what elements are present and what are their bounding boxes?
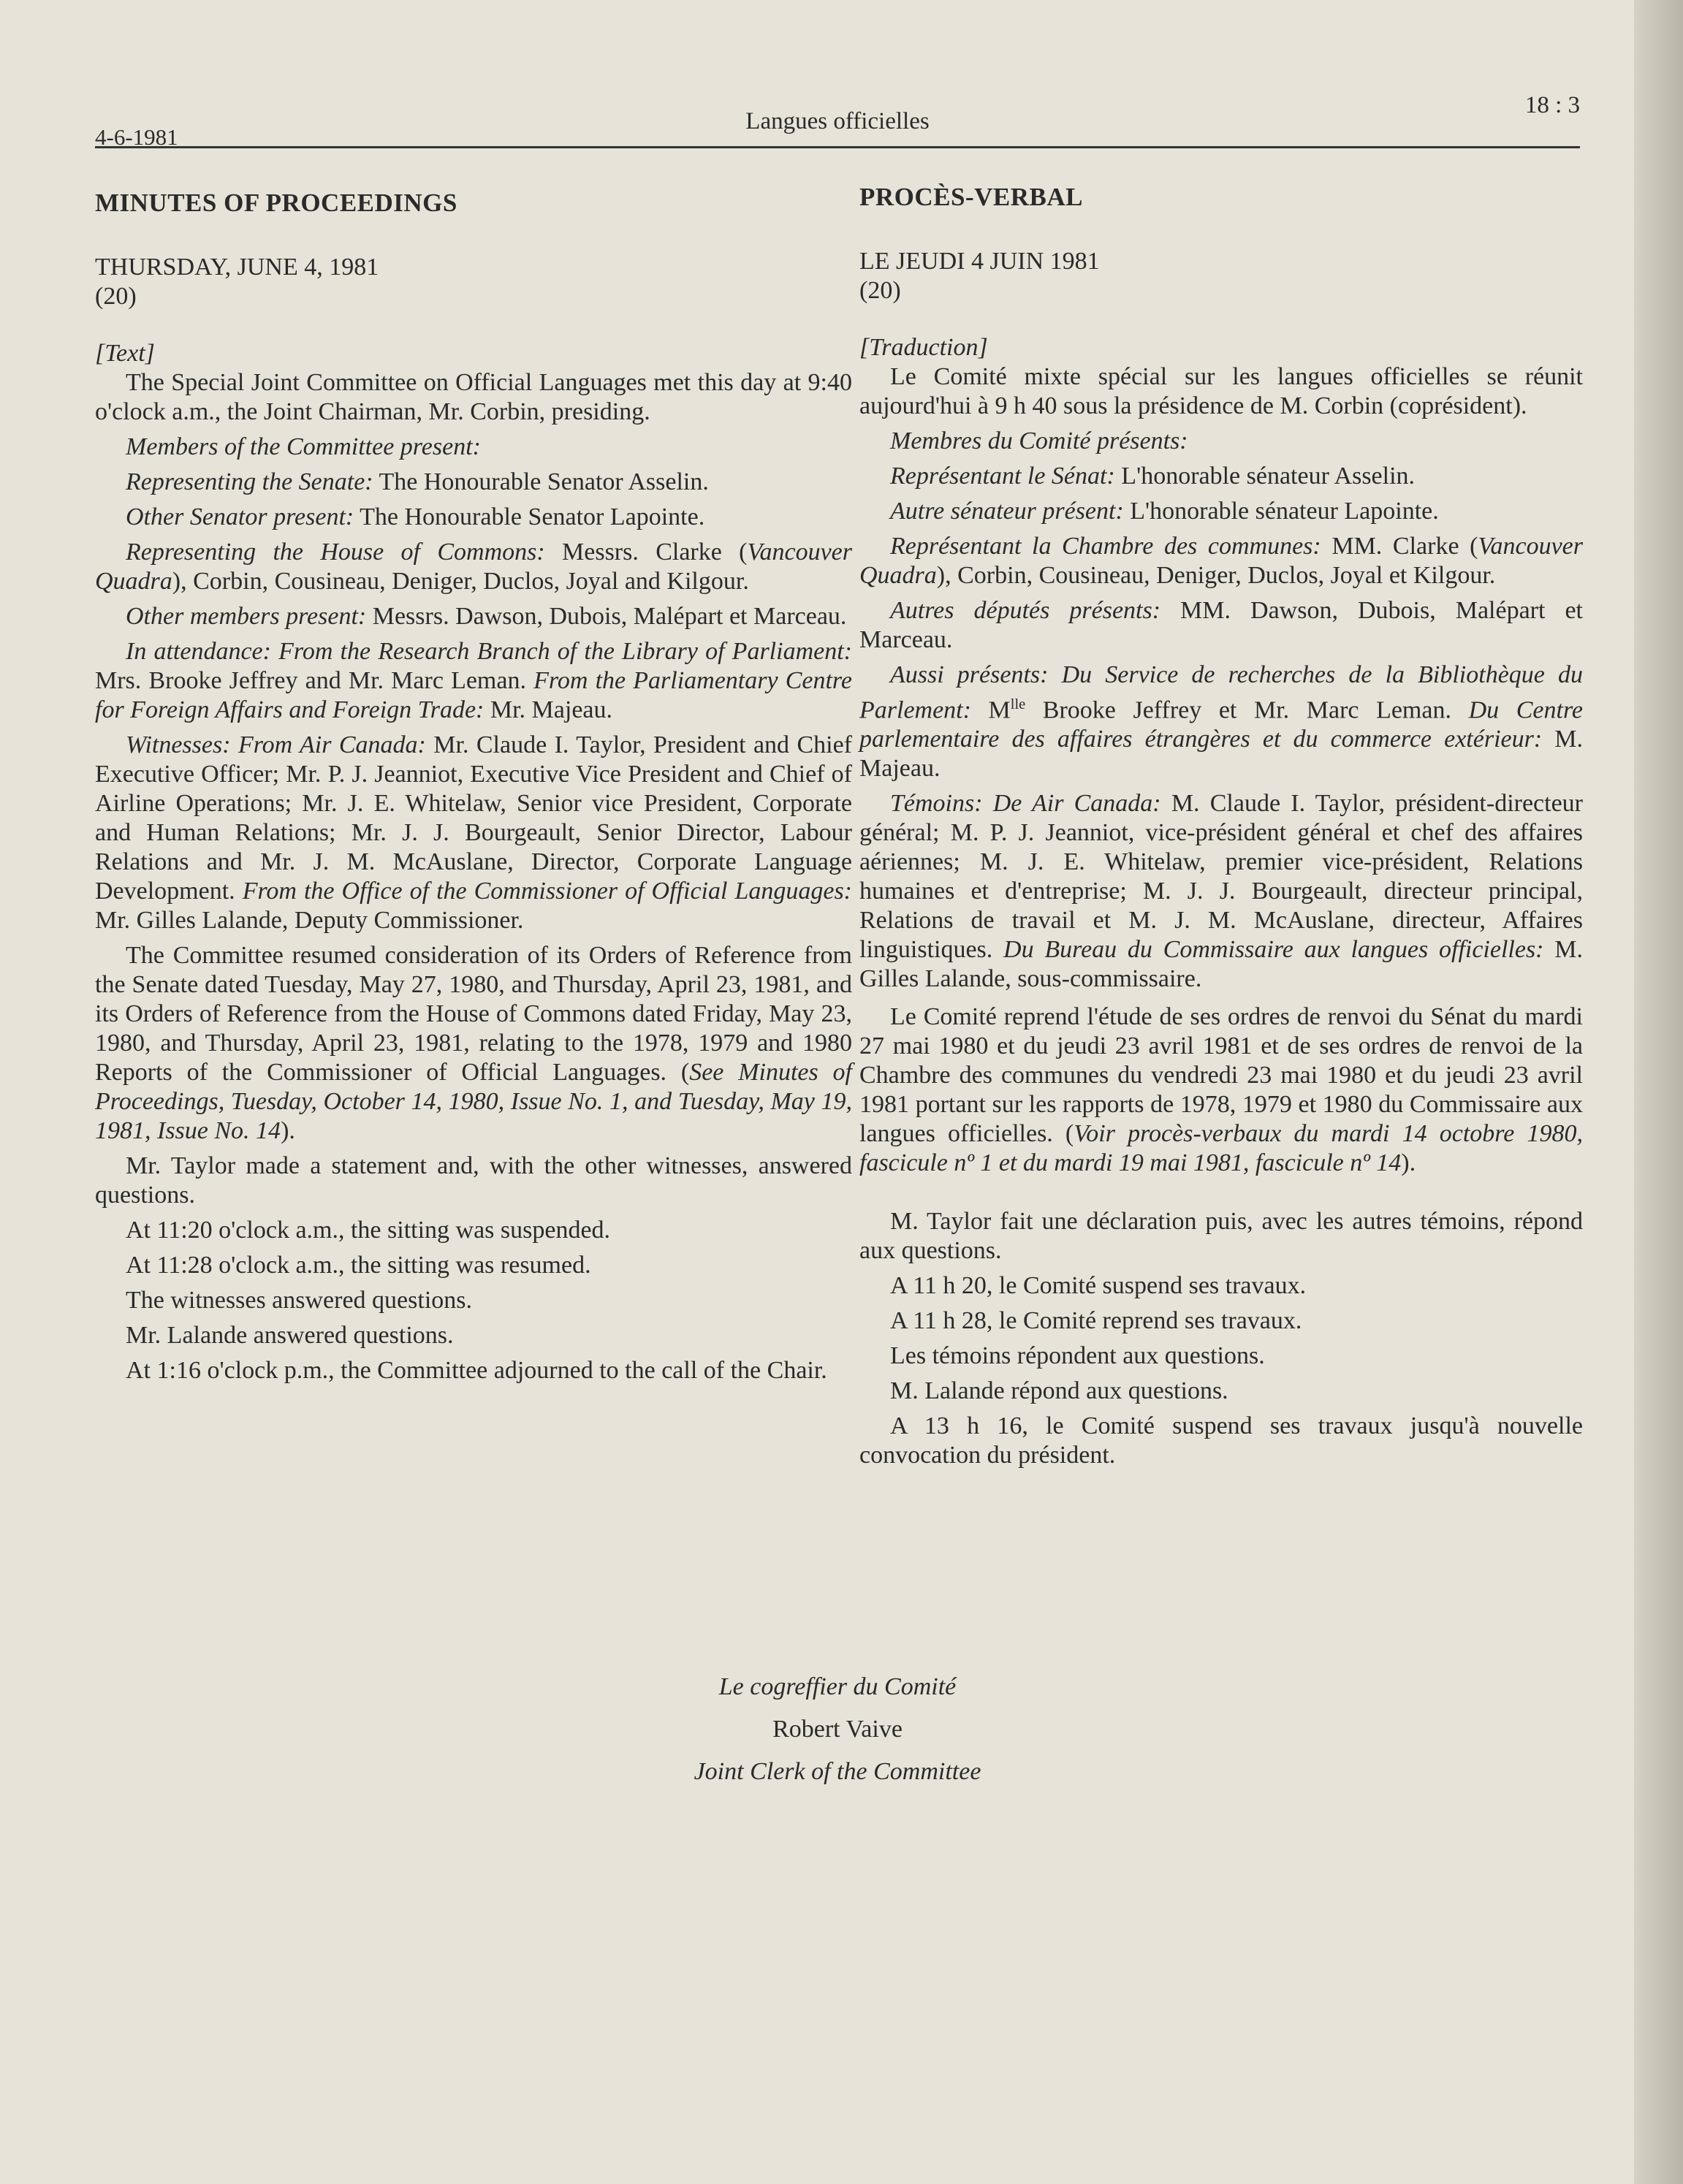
french-witnesses-answered: Les témoins répondent aux questions. — [890, 1342, 1265, 1370]
english-other-members-text: Messrs. Dawson, Dubois, Malépart et Marceau. — [366, 603, 847, 630]
french-members-label: Membres du Comité présents: — [890, 427, 1188, 454]
page-edge — [1634, 0, 1683, 2184]
english-commons-riding: Vancouver Quadra — [95, 539, 852, 595]
header-title: Langues officielles — [745, 108, 930, 134]
english-attendance-text-1: Mrs. Brooke Jeffrey and Mr. Marc Leman. — [95, 667, 534, 694]
english-resumed-reference: See Minutes of Proceedings, Tuesday, October 14, 1980, Issue No. 1, and Tuesday, May 19, 1981, Issue No. 14 — [95, 1059, 852, 1144]
english-attendance-line — [95, 637, 852, 725]
english-attendance-label-2: From the Parliamentary Centre for Foreign Affairs and Foreign Trade: — [95, 667, 852, 723]
english-other-senator-line — [95, 503, 852, 532]
signature-name: Robert Vaive — [772, 1716, 903, 1743]
french-witnesses-text: M. Claude I. Taylor, président-directeur général; M. P. J. Jeanniot, vice-président général et chef des affaires aériennes; M. J. E. Whitelaw, premier vice-président, Relations humaines et d'entreprise; M. J. J. Bourgeault, directeur principal, Relations de travail et M. J. M. McAuslane, directeur, Affaires linguistiques. — [859, 790, 1583, 964]
english-commons-text-2: ), Corbin, Cousineau, Deniger, Duclos, Joyal and Kilgour. — [172, 568, 749, 595]
header-page-number: 18 : 3 — [1524, 92, 1580, 118]
french-resumed-paragraph — [859, 1002, 1583, 1178]
english-witnesses-answered: The witnesses answered questions. — [126, 1287, 473, 1314]
french-column — [859, 183, 1583, 1470]
french-resumed-text: Le Comité reprend l'étude de ses ordres de renvoi du Sénat du mardi 27 mai 1980 et du jeudi 23 avril 1981 et de ses ordres de renvoi de la Chambre des communes du vendredi 23 mai 1980 et du jeudi 23 avril 1981 portant sur les rapports de 1978, 1979 et 1980 du Commissaire aux langues officielles. ( — [859, 1003, 1583, 1148]
french-witnesses-line — [859, 789, 1583, 994]
french-commons-riding: Vancouver Quadra — [859, 533, 1583, 589]
french-adjourned: A 13 h 16, le Comité suspend ses travaux jusqu'à nouvelle convocation du président. — [859, 1412, 1583, 1469]
french-date-line: LE JEUDI 4 JUIN 1981 — [859, 248, 1100, 275]
french-witnesses-label-2: Du Bureau du Commissaire aux langues officielles: — [1003, 936, 1544, 964]
english-text-tag: [Text] — [95, 340, 155, 367]
french-other-members-line — [859, 596, 1583, 655]
french-sitting-number: (20) — [859, 277, 901, 304]
french-resumed-reference: Voir procès-verbaux du mardi 14 octobre 1980, fascicule nº 1 et du mardi 19 mai 1981, fascicule nº 14 — [859, 1120, 1583, 1177]
english-adjourned: At 1:16 o'clock p.m., the Committee adjourned to the call of the Chair. — [126, 1357, 827, 1384]
english-resumed-end: ). — [281, 1117, 295, 1144]
french-lalande: M. Lalande répond aux questions. — [890, 1377, 1228, 1405]
french-commons-label: Représentant la Chambre des communes: — [890, 533, 1321, 560]
french-statement: M. Taylor fait une déclaration puis, avec les autres témoins, répond aux questions. — [859, 1208, 1583, 1265]
english-suspended: At 11:20 o'clock a.m., the sitting was suspended. — [126, 1217, 611, 1244]
english-commons-line — [95, 538, 852, 596]
english-lalande: Mr. Lalande answered questions. — [126, 1322, 454, 1349]
french-other-senator-text: L'honorable sénateur Lapointe. — [1123, 498, 1439, 525]
french-suspended: A 11 h 20, le Comité suspend ses travaux. — [890, 1272, 1307, 1300]
english-witnesses-text: Mr. Claude I. Taylor, President and Chief Executive Officer; Mr. P. J. Jeanniot, Executive Vice President and Chief of Airline Operations; Mr. J. E. Whitelaw, Senior vice President, Corporate and Human Relations; Mr. J. J. Bourgeault, Senior Director, Labour Relations and Mr. J. M. McAuslane, Director, Corporate Language Development. — [95, 731, 852, 905]
english-witnesses-line — [95, 731, 852, 935]
english-senate-text: The Honourable Senator Asselin. — [373, 468, 709, 495]
english-attendance-label: In attendance: From the Research Branch of the Library of Parliament: — [126, 638, 852, 665]
english-witnesses-text-2: Mr. Gilles Lalande, Deputy Commissioner. — [95, 907, 524, 934]
french-opening-paragraph: Le Comité mixte spécial sur les langues officielles se réunit aujourd'hui à 9 h 40 sous la présidence de M. Corbin (coprésident). — [859, 363, 1583, 419]
french-attendance-text-2: M. Majeau. — [859, 726, 1583, 783]
french-other-senator-line — [859, 497, 1583, 526]
french-attendance-label-2: Du Centre parlementaire des affaires étrangères et du commerce extérieur: — [859, 696, 1584, 753]
french-witnesses-text-2: M. Gilles Lalande, sous-commissaire. — [859, 936, 1583, 993]
english-witnesses-label: Witnesses: From Air Canada: — [126, 731, 426, 758]
english-resumed: At 11:28 o'clock a.m., the sitting was resumed. — [126, 1252, 591, 1279]
english-witnesses-label-2: From the Office of the Commissioner of Official Languages: — [242, 878, 852, 905]
french-attendance-text-1a: M — [970, 696, 1011, 724]
english-attendance-text-2: Mr. Majeau. — [484, 696, 613, 723]
signature-block — [95, 1666, 1580, 1793]
french-text-tag: [Traduction] — [859, 334, 988, 361]
english-statement: Mr. Taylor made a statement and, with the other witnesses, answered questions. — [95, 1152, 852, 1209]
french-other-members-label: Autres députés présents: — [890, 597, 1161, 624]
french-other-senator-label: Autre sénateur présent: — [890, 498, 1124, 525]
english-other-senator-label: Other Senator present: — [126, 503, 354, 530]
english-senate-label: Representing the Senate: — [126, 468, 373, 495]
english-senate-line — [95, 468, 852, 497]
header-rule — [95, 146, 1580, 148]
english-column — [95, 183, 852, 1385]
french-attendance-superscript: lle — [1010, 696, 1026, 712]
french-heading: PROCÈS-VERBAL — [859, 183, 1083, 211]
english-members-label: Members of the Committee present: — [126, 433, 481, 460]
french-commons-line — [859, 532, 1583, 590]
french-attendance-label: Aussi présents: Du Service de recherches de la Bibliothèque du Parlement: — [859, 661, 1583, 724]
english-other-senator-text: The Honourable Senator Lapointe. — [354, 503, 705, 530]
french-senate-text: L'honorable sénateur Asselin. — [1114, 463, 1416, 490]
french-attendance-line — [859, 661, 1583, 783]
english-commons-text-1: Messrs. Clarke ( — [544, 539, 748, 566]
french-senate-line — [859, 462, 1583, 491]
header-date: 4-6-1981 — [95, 124, 178, 150]
french-other-members-text: MM. Dawson, Dubois, Malépart et Marceau. — [859, 597, 1583, 653]
french-resumed: A 11 h 28, le Comité reprend ses travaux. — [890, 1307, 1302, 1335]
english-other-members-line — [95, 602, 852, 631]
french-witnesses-label: Témoins: De Air Canada: — [890, 790, 1161, 818]
french-commons-text-1: MM. Clarke ( — [1321, 533, 1478, 560]
english-resumed-paragraph — [95, 941, 852, 1146]
signature-english-title: Joint Clerk of the Committee — [694, 1758, 981, 1785]
french-attendance-text-1b: Brooke Jeffrey et Mr. Marc Leman. — [1025, 696, 1469, 724]
english-resumed-text: The Committee resumed consideration of its Orders of Reference from the Senate dated Tuesday, May 27, 1980, and Thursday, April 23, 1981, and its Orders of Reference from the House of Commons dated Friday, May 23, 1980, and Thursday, April 23, 1981, relating to the 1978, 1979 and 1980 Reports of the Commissioner of Official Languages. ( — [95, 942, 852, 1086]
french-senate-label: Représentant le Sénat: — [890, 463, 1115, 490]
french-commons-text-2: ), Corbin, Cousineau, Deniger, Duclos, Joyal et Kilgour. — [936, 562, 1496, 589]
english-heading: MINUTES OF PROCEEDINGS — [95, 189, 457, 217]
signature-french-title: Le cogreffier du Comité — [718, 1673, 957, 1700]
english-opening-paragraph: The Special Joint Committee on Official Languages met this day at 9:40 o'clock a.m., the Joint Chairman, Mr. Corbin, presiding. — [95, 369, 852, 425]
english-other-members-label: Other members present: — [126, 603, 367, 630]
english-commons-label: Representing the House of Commons: — [126, 539, 545, 566]
french-resumed-end: ). — [1401, 1149, 1416, 1177]
english-date-line: THURSDAY, JUNE 4, 1981 — [95, 254, 379, 281]
english-sitting-number: (20) — [95, 283, 137, 310]
